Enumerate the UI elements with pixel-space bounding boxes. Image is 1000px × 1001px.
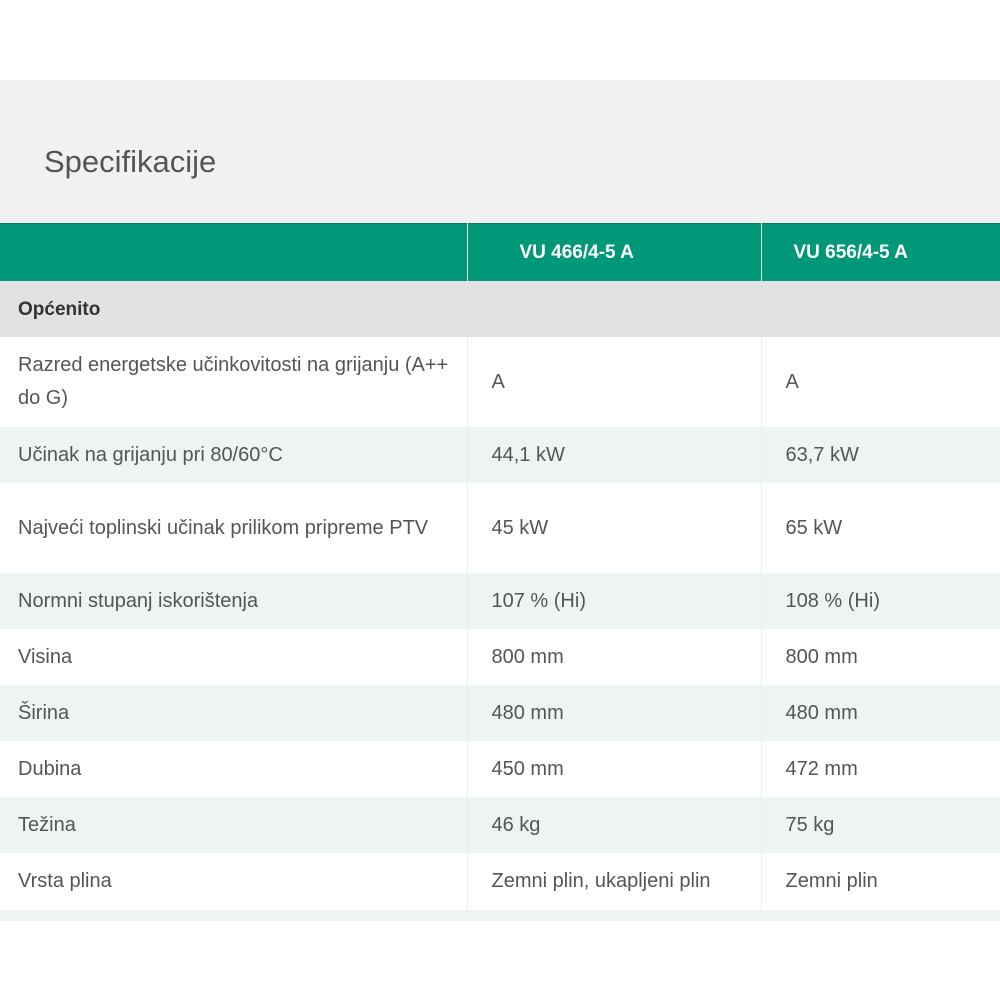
row-value-model-2: 108 % (Hi) — [761, 573, 1000, 629]
row-value-model-2: 75 kg — [761, 797, 1000, 853]
row-value-model-2: 65 kW — [761, 483, 1000, 573]
table-row — [0, 427, 1000, 483]
table-bottom-strip — [0, 911, 1000, 921]
section-row — [0, 281, 1000, 337]
row-label: Vrsta plina — [0, 853, 467, 910]
row-value-model-2: 63,7 kW — [761, 427, 1000, 483]
spec-table — [0, 223, 1000, 910]
row-value-model-1: Zemni plin, ukapljeni plin — [467, 853, 761, 910]
row-label: Normni stupanj iskorištenja — [0, 573, 467, 629]
row-value-model-1: 45 kW — [467, 483, 761, 573]
table-row — [0, 337, 1000, 427]
row-value-model-1: 107 % (Hi) — [467, 573, 761, 629]
top-whitespace — [0, 0, 1000, 80]
header-model-2: VU 656/4-5 A — [761, 224, 1000, 282]
section-label: Općenito — [0, 281, 1000, 337]
row-label: Učinak na grijanju pri 80/60°C — [0, 427, 467, 483]
row-label: Visina — [0, 629, 467, 685]
row-label: Širina — [0, 685, 467, 741]
specifications-panel — [0, 80, 1000, 921]
header-label-column — [0, 224, 467, 282]
row-value-model-1: A — [467, 337, 761, 427]
table-row — [0, 573, 1000, 629]
table-row — [0, 741, 1000, 797]
row-value-model-1: 44,1 kW — [467, 427, 761, 483]
table-row — [0, 853, 1000, 910]
row-value-model-2: 800 mm — [761, 629, 1000, 685]
row-value-model-2: 480 mm — [761, 685, 1000, 741]
row-value-model-1: 450 mm — [467, 741, 761, 797]
row-value-model-1: 46 kg — [467, 797, 761, 853]
table-row — [0, 629, 1000, 685]
row-value-model-2: Zemni plin — [761, 853, 1000, 910]
table-row — [0, 483, 1000, 573]
row-value-model-2: 472 mm — [761, 741, 1000, 797]
row-value-model-2: A — [761, 337, 1000, 427]
row-value-model-1: 480 mm — [467, 685, 761, 741]
row-value-model-1: 800 mm — [467, 629, 761, 685]
row-label: Težina — [0, 797, 467, 853]
row-label: Dubina — [0, 741, 467, 797]
row-label: Razred energetske učinkovitosti na grijanju (A++ do G) — [0, 337, 467, 427]
header-model-1: VU 466/4-5 A — [467, 224, 761, 282]
table-row — [0, 685, 1000, 741]
row-label: Najveći toplinski učinak prilikom pripreme PTV — [0, 483, 467, 573]
table-header-row — [0, 224, 1000, 282]
table-row — [0, 797, 1000, 853]
page-title: Specifikacije — [44, 144, 217, 179]
